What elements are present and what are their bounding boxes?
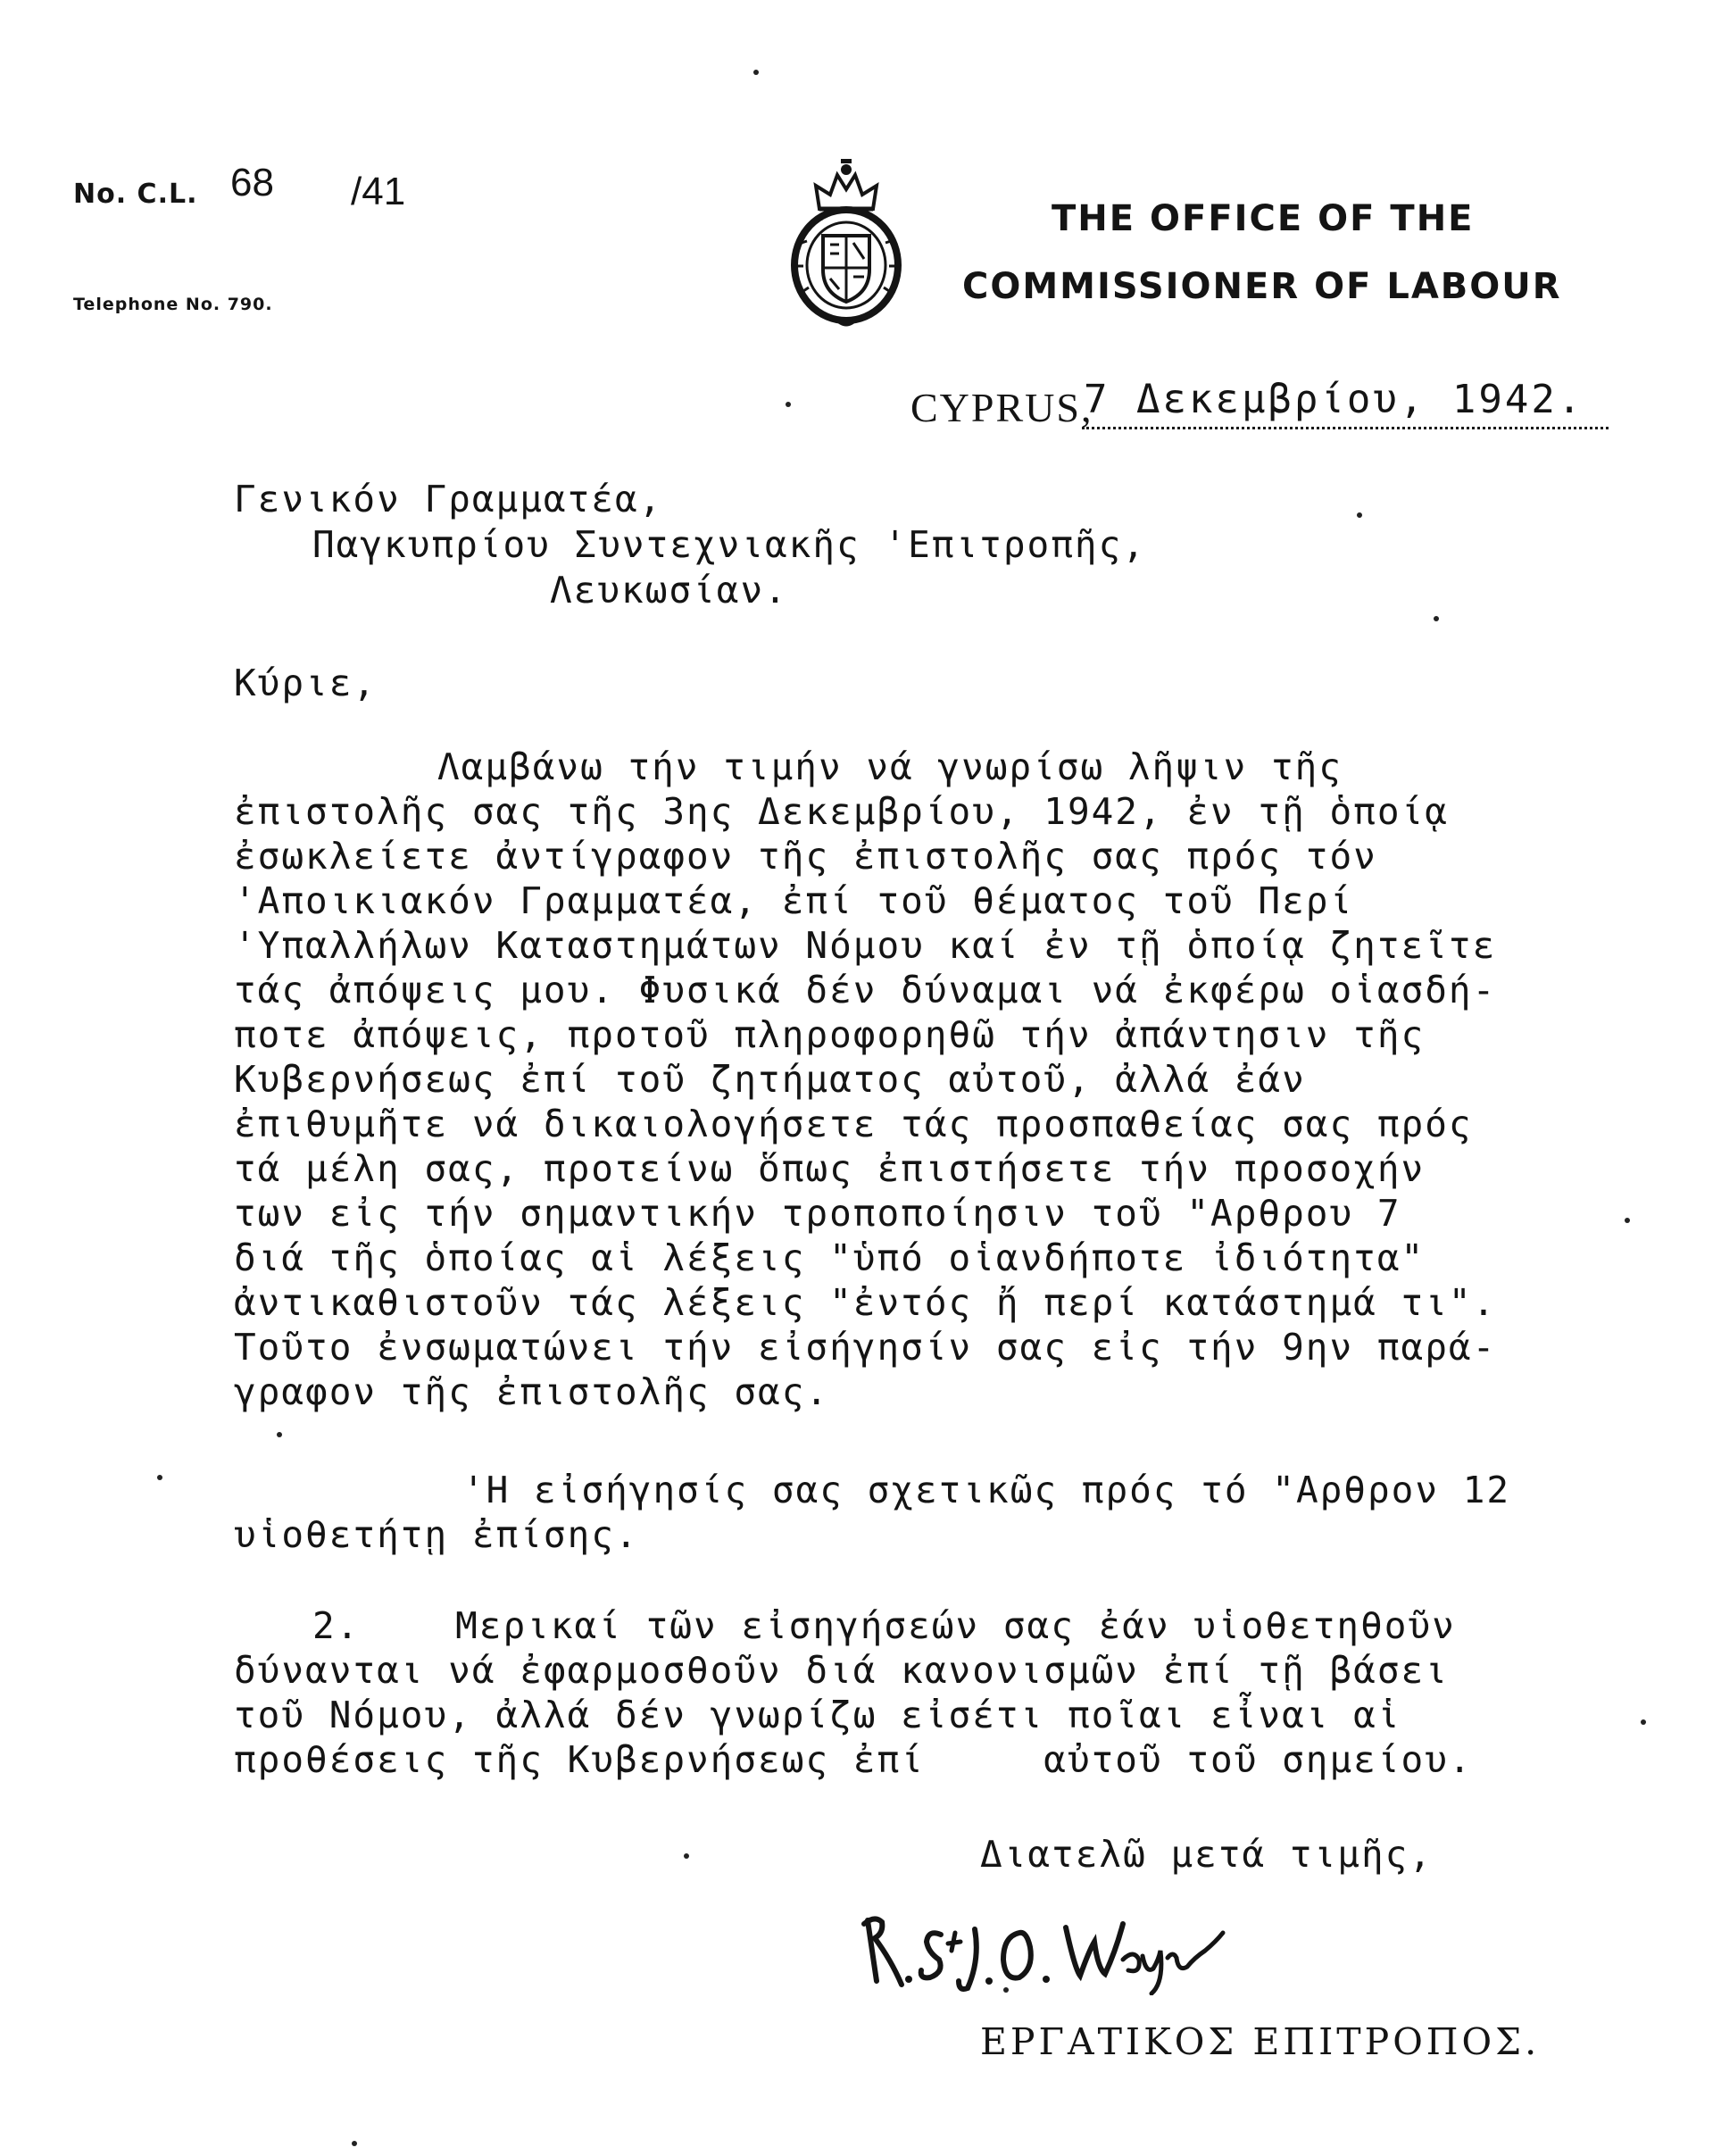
body-line: ἐσωκλείετε ἀντίγραφον τῆς ἐπιστολῆς σας πρός τόν xyxy=(234,835,1377,878)
reference-number: 68 xyxy=(230,161,274,204)
body-line: δύνανται νά ἐφαρμοσθοῦν διά κανονισμῶν ἐπί τῇ βάσει xyxy=(234,1649,1449,1692)
body-line: Λαμβάνω τήν τιμήν νά γνωρίσω λῆψιν τῆς xyxy=(437,745,1343,788)
body-line: τοῦ Νόμου, ἀλλά δέν γνωρίζω εἰσέτι ποῖαι εἶναι αἱ xyxy=(234,1694,1401,1736)
scan-speck xyxy=(1357,512,1362,518)
body-line: ἐπιθυμῆτε νά δικαιολογήσετε τάς προσπαθείας σας πρός xyxy=(234,1103,1473,1145)
date-underline xyxy=(1082,427,1609,429)
body-line: ποτε ἀπόψεις, προτοῦ πληροφορηθῶ τήν ἀπάντησιν τῆς xyxy=(234,1013,1426,1056)
body-line: γραφον τῆς ἐπιστολῆς σας. xyxy=(234,1370,830,1413)
body-line: προθέσεις τῆς Κυβερνήσεως ἐπί αὐτοῦ τοῦ σημείου. xyxy=(234,1738,1473,1781)
reference-label: No. C.L. xyxy=(73,179,198,210)
scan-speck xyxy=(753,70,759,75)
telephone-number: Telephone No. 790. xyxy=(73,295,273,314)
body-line: ἀντικαθιστοῦν τάς λέξεις "ἐντός ἤ περί κατάστημά τι". xyxy=(234,1281,1497,1324)
body-line: τάς ἀπόψεις μου. Φυσικά δέν δύναμαι νά ἐκφέρω οἱασδή- xyxy=(234,969,1497,1011)
address-line: Γενικόν Γραμματέα, xyxy=(234,478,663,520)
scan-speck xyxy=(1641,1719,1646,1725)
body-line: Τοῦτο ἐνσωματώνει τήν εἰσήγησίν σας εἰς τήν 9ην παρά- xyxy=(234,1326,1497,1369)
letter-date: 7 Δεκεμβρίου, 1942. xyxy=(1084,377,1584,422)
body-line: ἐπιστολῆς σας τῆς 3ης Δεκεμβρίου, 1942, ἐν τῇ ὁποίᾳ xyxy=(234,790,1449,833)
office-title-line-1: THE OFFICE OF THE xyxy=(1052,198,1475,239)
body-line: 'Υπαλλήλων Καταστημάτων Νόμου καί ἐν τῇ ὁποίᾳ ζητεῖτε xyxy=(234,924,1497,967)
body-line: 2. Μερικαί τῶν εἰσηγήσεών σας ἐάν υἱοθετηθοῦν xyxy=(312,1604,1456,1647)
signatory-title: ΕΡΓΑΤΙΚΟΣ ΕΠΙΤΡΟΠΟΣ. xyxy=(980,2020,1541,2063)
body-line: Κυβερνήσεως ἐπί τοῦ ζητήματος αὐτοῦ, ἀλλά ἐάν xyxy=(234,1058,1306,1101)
office-title-line-2: COMMISSIONER OF LABOUR xyxy=(962,266,1562,307)
body-line: 'Η εἰσήγησίς σας σχετικῶς πρός τό "Αρθρον 12 xyxy=(462,1469,1511,1511)
scan-speck xyxy=(1434,616,1439,621)
closing-line: Διατελῶ μετά τιμῆς, xyxy=(980,1833,1433,1876)
body-line: τά μέλη σας, προτείνω ὅπως ἐπιστήσετε τήν προσοχήν xyxy=(234,1147,1426,1190)
scan-speck xyxy=(786,402,791,407)
reference-year: /41 xyxy=(351,170,406,213)
body-line: των εἰς τήν σημαντικήν τροποποίησιν τοῦ "Αρθρου 7 xyxy=(234,1192,1401,1235)
address-line: Λευκωσίαν. xyxy=(550,569,788,612)
scan-speck xyxy=(1625,1218,1630,1223)
handwritten-signature xyxy=(855,1897,1230,1995)
body-line: διά τῆς ὁποίας αἱ λέξεις "ὑπό οἱανδήποτε ἰδιότητα" xyxy=(234,1236,1426,1279)
body-line: υἱοθετήτῃ ἐπίσης. xyxy=(234,1513,639,1556)
royal-crest-icon xyxy=(784,154,909,332)
scan-speck xyxy=(684,1853,689,1859)
body-line: 'Αποικιακόν Γραμματέα, ἐπί τοῦ θέματος τοῦ Περί xyxy=(234,879,1354,922)
scan-speck xyxy=(157,1475,162,1480)
scan-speck xyxy=(1003,1987,1009,1993)
date-place: CYPRUS, xyxy=(910,385,1093,430)
salutation: Κύριε, xyxy=(234,662,378,704)
address-line: Παγκυπρίου Συντεχνιακῆς 'Επιτροπῆς, xyxy=(312,523,1146,566)
scan-speck xyxy=(277,1432,282,1437)
scan-speck xyxy=(352,2141,357,2146)
